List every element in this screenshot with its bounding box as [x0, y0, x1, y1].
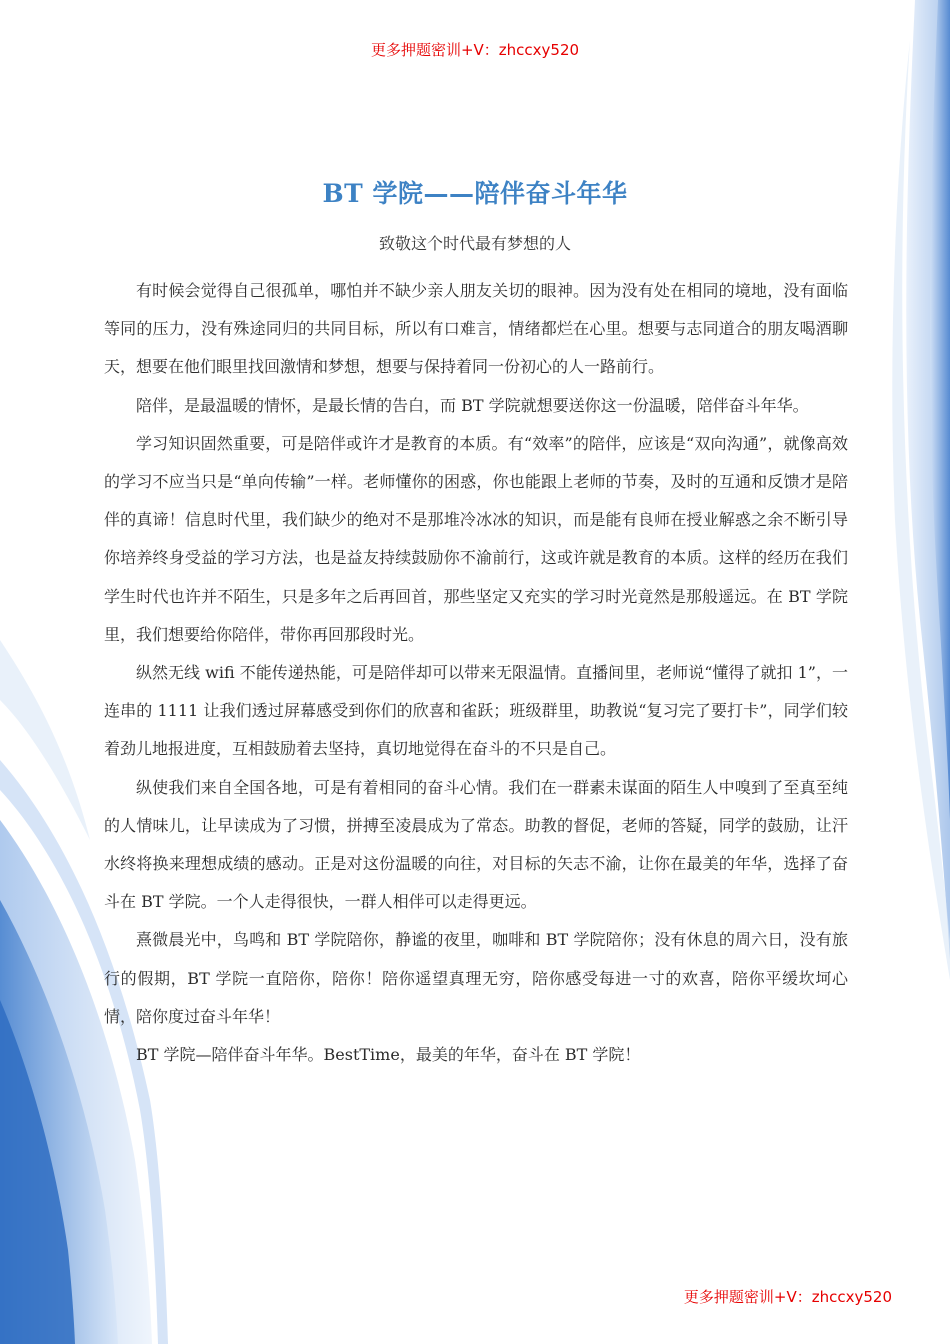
- paragraph: 陪伴，是最温暖的情怀，是最长情的告白，而 BT 学院就想要送你这一份温暖，陪伴奋斗年华。: [136, 395, 809, 415]
- promo-text-top: 更多押题密训+V：zhccxy520: [370, 41, 580, 59]
- paragraph: 熹微晨光中，鸟鸣和 BT 学院陪你，静谧的夜里，咖啡和 BT 学院陪你；没有休息的周六日，没有旅行的假期，BT 学院一直陪你，陪你！陪你遥望真理无穷，陪你感受每进一寸的欢喜，陪你平缓坎坷心情，陪你度过奋斗年华！: [104, 930, 848, 1026]
- page-title: BT 学院——陪伴奋斗年华: [322, 179, 628, 208]
- article-body: [104, 272, 848, 1074]
- paragraph: 纵然无线 wifi 不能传递热能，可是陪伴却可以带来无限温情。直播间里，老师说“懂得了就扣 1”，一连串的 1111 让我们透过屏幕感受到你们的欣喜和雀跃；班级群里，助教说“复习完了要打卡”，同学们较着劲儿地报进度，互相鼓励着去坚持，真切地觉得在奋斗的不只是自己。: [104, 663, 848, 759]
- page-subtitle: 致敬这个时代最有梦想的人: [378, 234, 571, 253]
- paragraph: 学习知识固然重要，可是陪伴或许才是教育的本质。有“效率”的陪伴，应该是“双向沟通”，就像高效的学习不应当只是“单向传输”一样。老师懂你的困惑，你也能跟上老师的节奏，及时的互通和反馈才是陪伴的真谛！信息时代里，我们缺少的绝对不是那堆冷冰冰的知识，而是能有良师在授业解惑之余不断引导你培养终身受益的学习方法，也是益友持续鼓励你不渝前行，这或许就是教育的本质。这样的经历在我们学生时代也许并不陌生，只是多年之后再回首，那些坚定又充实的学习时光竟然是那般遥远。在 BT 学院里，我们想要给你陪伴，带你再回那段时光。: [104, 433, 848, 644]
- paragraph: 有时候会觉得自己很孤单，哪怕并不缺少亲人朋友关切的眼神。因为没有处在相同的境地，没有面临等同的压力，没有殊途同归的共同目标，所以有口难言，情绪都烂在心里。想要与志同道合的朋友喝酒聊天，想要在他们眼里找回激情和梦想，想要与保持着同一份初心的人一路前行。: [104, 281, 848, 377]
- paragraph: 纵使我们来自全国各地，可是有着相同的奋斗心情。我们在一群素未谋面的陌生人中嗅到了至真至纯的人情味儿，让早读成为了习惯，拼搏至凌晨成为了常态。助教的督促，老师的答疑，同学的鼓励，让汗水终将换来理想成绩的感动。正是对这份温暖的向往，对目标的矢志不渝，让你在最美的年华，选择了奋斗在 BT 学院。一个人走得很快，一群人相伴可以走得更远。: [104, 777, 848, 912]
- promo-text-bottom: 更多押题密训+V：zhccxy520: [683, 1288, 892, 1306]
- paragraph: BT 学院—陪伴奋斗年华。BestTime，最美的年华，奋斗在 BT 学院！: [136, 1045, 641, 1065]
